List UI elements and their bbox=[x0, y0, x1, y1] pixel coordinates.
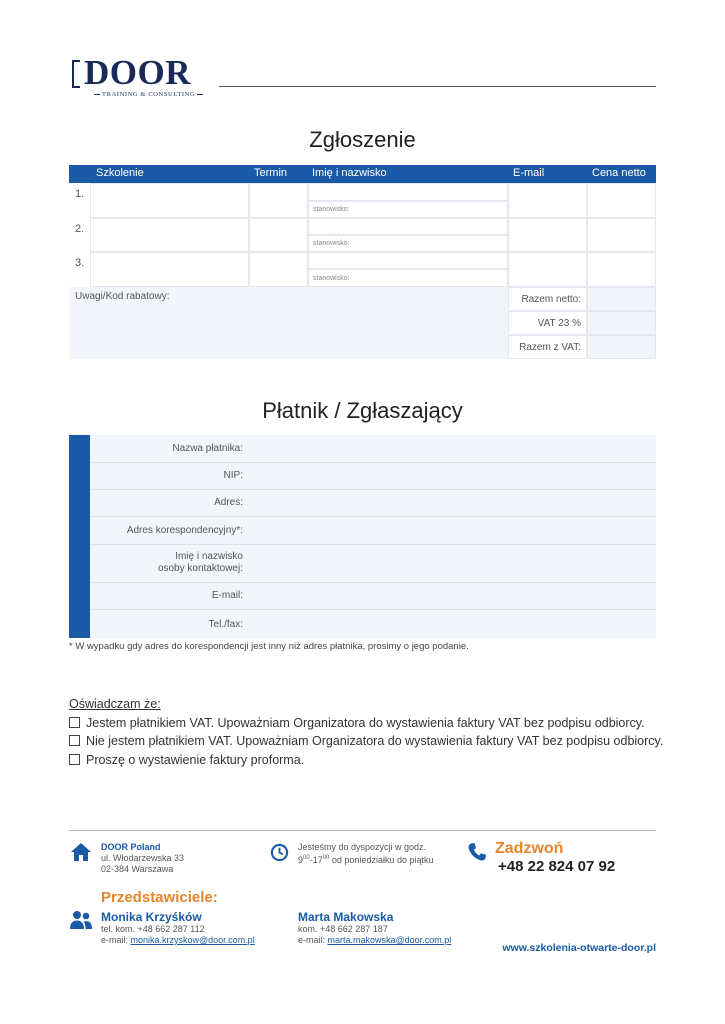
header-divider bbox=[219, 86, 656, 87]
order-table-body bbox=[69, 183, 656, 359]
rep1-name: Monika Krzyśków bbox=[101, 910, 202, 924]
rep2-email-line bbox=[298, 935, 451, 946]
contact-field[interactable] bbox=[246, 545, 656, 582]
row-number: 3. bbox=[75, 257, 85, 269]
total-gross-label: Razem z VAT: bbox=[519, 342, 581, 353]
payer-email-label: E-mail: bbox=[211, 590, 243, 601]
position-field[interactable] bbox=[308, 269, 508, 287]
position-label: stanowisko: bbox=[313, 240, 350, 247]
contact-label: Imię i nazwisko osoby kontaktowej: bbox=[157, 551, 243, 574]
corr-address-field[interactable] bbox=[246, 517, 656, 544]
payer-name-label: Nazwa płatnika: bbox=[172, 443, 243, 454]
total-gross-field[interactable] bbox=[587, 335, 656, 359]
call-phone-number[interactable]: +48 22 824 07 92 bbox=[498, 858, 616, 875]
date-field[interactable] bbox=[249, 252, 308, 287]
declaration bbox=[69, 695, 663, 769]
declaration-option[interactable] bbox=[69, 751, 663, 770]
header-price: Cena netto bbox=[592, 167, 646, 179]
total-net-label-cell bbox=[508, 287, 587, 311]
name-field[interactable] bbox=[308, 252, 508, 269]
payer-row-contact bbox=[90, 545, 656, 583]
payer-row-name bbox=[90, 435, 656, 463]
declaration-heading: Oświadczam że: bbox=[69, 697, 161, 711]
footer-divider bbox=[69, 830, 656, 831]
clock-icon bbox=[270, 843, 289, 862]
row-number: 2. bbox=[75, 223, 85, 235]
address-field[interactable] bbox=[246, 490, 656, 516]
price-field[interactable] bbox=[587, 252, 656, 287]
payer-row-corr-address bbox=[90, 517, 656, 545]
representatives-label: Przedstawiciele: bbox=[101, 889, 218, 906]
hours-end: -17 bbox=[309, 855, 323, 865]
position-label: stanowisko: bbox=[313, 206, 350, 213]
training-field[interactable] bbox=[90, 183, 249, 218]
header-email: E-mail bbox=[513, 167, 545, 179]
position-label: stanowisko: bbox=[313, 275, 350, 282]
header-date: Termin bbox=[254, 167, 288, 179]
name-field[interactable] bbox=[308, 183, 508, 201]
declaration-option-label: Jestem płatnikiem VAT. Upoważniam Organizatora do wystawienia faktury VAT bez podpisu odbiorcy. bbox=[86, 715, 645, 730]
payer-row-phone bbox=[90, 610, 656, 638]
position-field[interactable] bbox=[308, 235, 508, 252]
logo-tagline: TRAINING & CONSULTING bbox=[92, 91, 205, 98]
order-title: Zgłoszenie bbox=[309, 127, 416, 152]
company-name: DOOR Poland bbox=[101, 842, 161, 852]
phone-field[interactable] bbox=[246, 610, 656, 638]
total-gross-label-cell bbox=[508, 335, 587, 359]
door-logo bbox=[70, 54, 220, 100]
opening-hours bbox=[298, 842, 433, 866]
checkbox[interactable] bbox=[69, 735, 80, 746]
payer-side-bar bbox=[69, 435, 90, 638]
row-number: 1. bbox=[75, 188, 85, 200]
payer-row-email bbox=[90, 583, 656, 610]
company-address-line2: 02-384 Warszawa bbox=[101, 864, 174, 874]
website-link[interactable]: www.szkolenia-otwarte-door.pl bbox=[502, 942, 656, 954]
hours-start-min: 00 bbox=[303, 855, 310, 861]
rep1-email-line bbox=[101, 935, 255, 946]
corr-address-label: Adres korespondencyjny*: bbox=[126, 525, 243, 536]
hours-line1: Jesteśmy do dyspozycji w godz. bbox=[298, 842, 427, 852]
address-footnote: * W wypadku gdy adres do korespondencji jest inny niż adres płatnika, prosimy o jego podanie. bbox=[69, 641, 469, 652]
nip-label: NIP: bbox=[223, 470, 243, 481]
checkbox[interactable] bbox=[69, 717, 80, 728]
phone-label: Tel./fax: bbox=[208, 619, 243, 630]
payer-title: Płatnik / Zgłaszający bbox=[262, 398, 463, 423]
rep1-phone: tel. kom. +48 662 287 112 bbox=[101, 924, 205, 934]
price-field[interactable] bbox=[587, 218, 656, 252]
hours-days: od poniedziałku do piątku bbox=[329, 855, 434, 865]
nip-field[interactable] bbox=[246, 463, 656, 489]
declaration-option[interactable] bbox=[69, 732, 663, 751]
date-field[interactable] bbox=[249, 218, 308, 252]
total-net-field[interactable] bbox=[587, 287, 656, 311]
total-net-label: Razem netto: bbox=[521, 294, 581, 305]
people-icon bbox=[69, 910, 93, 930]
hours-start: 9 bbox=[298, 855, 304, 865]
remarks-label: Uwagi/Kod rabatowy: bbox=[75, 291, 170, 302]
declaration-option-label: Nie jestem płatnikiem VAT. Upoważniam Organizatora do wystawienia faktury VAT bez podpisu odbiorcy. bbox=[86, 734, 664, 748]
header-training: Szkolenie bbox=[96, 167, 144, 179]
header-name: Imię i nazwisko bbox=[312, 167, 387, 179]
company-address-line1: ul. Włodarzewska 33 bbox=[101, 853, 185, 863]
logo-word: DOOR bbox=[84, 53, 191, 92]
payer-row-nip bbox=[90, 463, 656, 490]
call-label: Zadzwoń bbox=[495, 840, 564, 857]
email-field[interactable] bbox=[508, 252, 587, 287]
rep2-name: Marta Makowska bbox=[298, 910, 394, 924]
payer-form bbox=[69, 435, 656, 638]
rep1-info bbox=[101, 910, 255, 946]
name-field[interactable] bbox=[308, 218, 508, 235]
vat-label-cell bbox=[508, 311, 587, 335]
vat-label: VAT 23 % bbox=[537, 318, 581, 329]
address-label: Adres: bbox=[214, 497, 243, 508]
order-table bbox=[69, 165, 656, 359]
hours-line2 bbox=[298, 853, 433, 866]
rep2-phone: kom. +48 662 287 187 bbox=[298, 924, 388, 934]
rep1-email-link[interactable]: monika.krzyskow@door.com.pl bbox=[130, 935, 255, 945]
payer-name-field[interactable] bbox=[246, 435, 656, 462]
email-field[interactable] bbox=[508, 183, 587, 218]
vat-field[interactable] bbox=[587, 311, 656, 335]
checkbox[interactable] bbox=[69, 754, 80, 765]
payer-email-field[interactable] bbox=[246, 583, 656, 609]
rep2-info bbox=[298, 910, 451, 946]
payer-row-address bbox=[90, 490, 656, 517]
price-field[interactable] bbox=[587, 183, 656, 218]
rep2-email-link[interactable]: marta.makowska@door.com.pl bbox=[327, 935, 452, 945]
rep2-email-prefix: e-mail: bbox=[298, 935, 328, 945]
declaration-option-label: Proszę o wystawienie faktury proforma. bbox=[86, 752, 305, 767]
phone-icon bbox=[467, 842, 487, 862]
home-icon bbox=[70, 842, 92, 862]
logo-door-mark bbox=[72, 60, 80, 88]
order-table-header bbox=[69, 165, 656, 183]
rep1-email-prefix: e-mail: bbox=[101, 935, 131, 945]
hours-end-min: 00 bbox=[322, 855, 330, 861]
company-info bbox=[101, 842, 184, 875]
position-field[interactable] bbox=[308, 201, 508, 218]
date-field[interactable] bbox=[249, 183, 308, 218]
training-field[interactable] bbox=[90, 252, 249, 287]
training-field[interactable] bbox=[90, 218, 249, 252]
declaration-option[interactable] bbox=[69, 714, 663, 733]
email-field[interactable] bbox=[508, 218, 587, 252]
remarks-field[interactable] bbox=[69, 287, 508, 359]
